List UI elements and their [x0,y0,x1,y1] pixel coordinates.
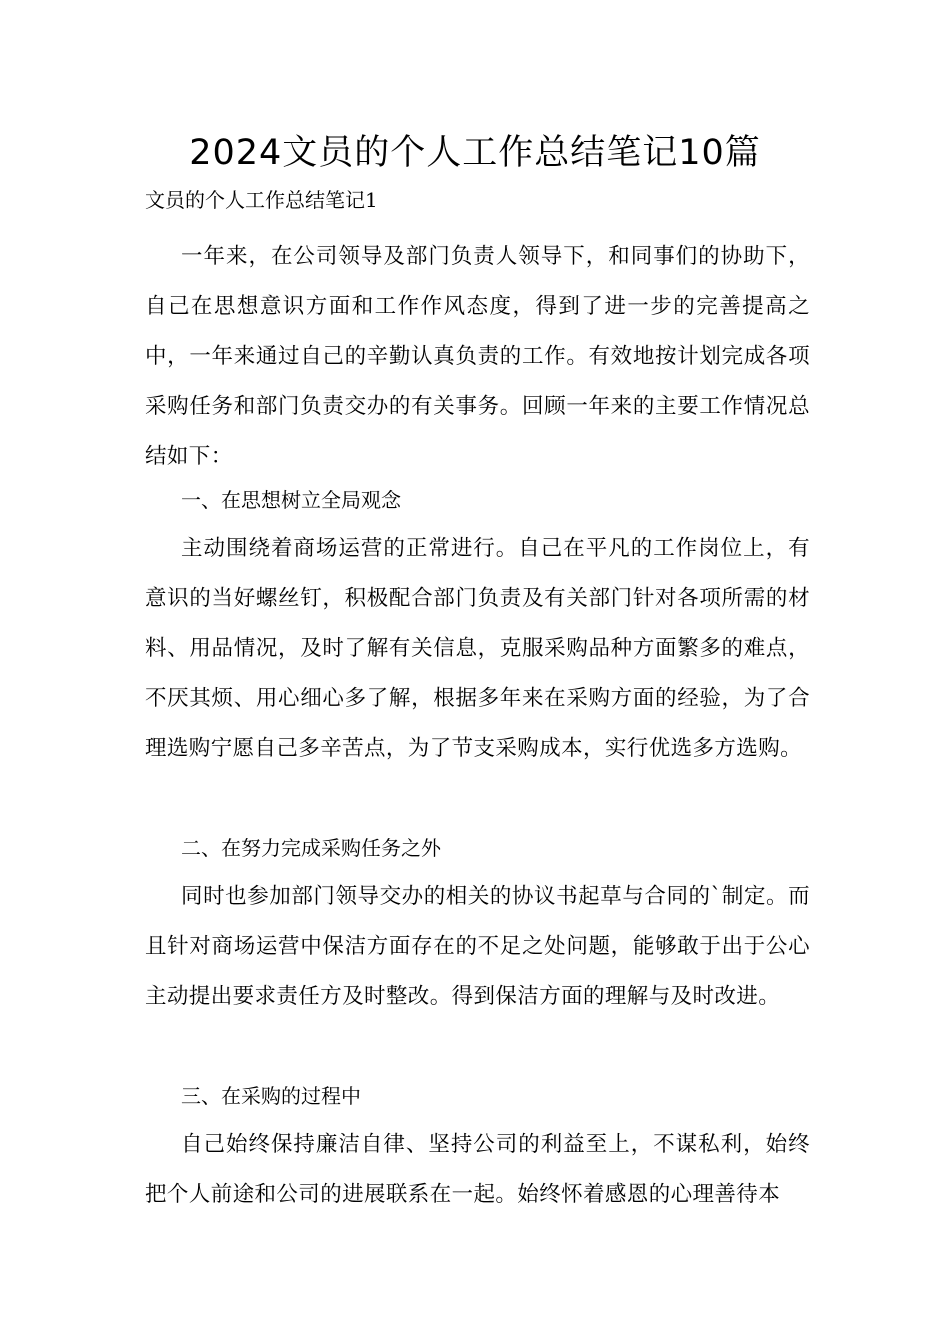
section-heading-1: 一、在思想树立全局观念 [181,488,401,512]
section-body-3: 自己始终保持廉洁自律、坚持公司的利益至上，不谋私利，始终把个人前途和公司的进展联系在一起。始终怀着感恩的心理善待本 [145,1132,810,1207]
section-body-1: 主动围绕着商场运营的正常进行。自己在平凡的工作岗位上，有意识的当好螺丝钉，积极配合部门负责及有关部门针对各项所需的材料、用品情况，及时了解有关信息，克服采购品种方面繁多的难点，不厌其烦、用心细心多了解，根据多年来在采购方面的经验，为了合理选购宁愿自己多辛苦点，为了节支采购成本，实行优选多方选购。 [145,536,810,761]
document-title: 2024文员的个人工作总结笔记10篇 [189,133,761,173]
section-heading-2: 二、在努力完成采购任务之外 [181,836,441,860]
document-subtitle: 文员的个人工作总结笔记1 [145,188,378,212]
section-heading-3: 三、在采购的过程中 [181,1084,361,1108]
intro-paragraph: 一年来，在公司领导及部门负责人领导下，和同事们的协助下，自己在思想意识方面和工作作风态度，得到了进一步的完善提高之中，一年来通过自己的辛勤认真负责的工作。有效地按计划完成各项采购任务和部门负责交办的有关事务。回顾一年来的主要工作情况总结如下： [145,244,810,469]
section-body-2: 同时也参加部门领导交办的相关的协议书起草与合同的`制定。而且针对商场运营中保洁方面存在的不足之处问题，能够敢于出于公心主动提出要求责任方及时整改。得到保洁方面的理解与及时改进。 [145,884,810,1009]
